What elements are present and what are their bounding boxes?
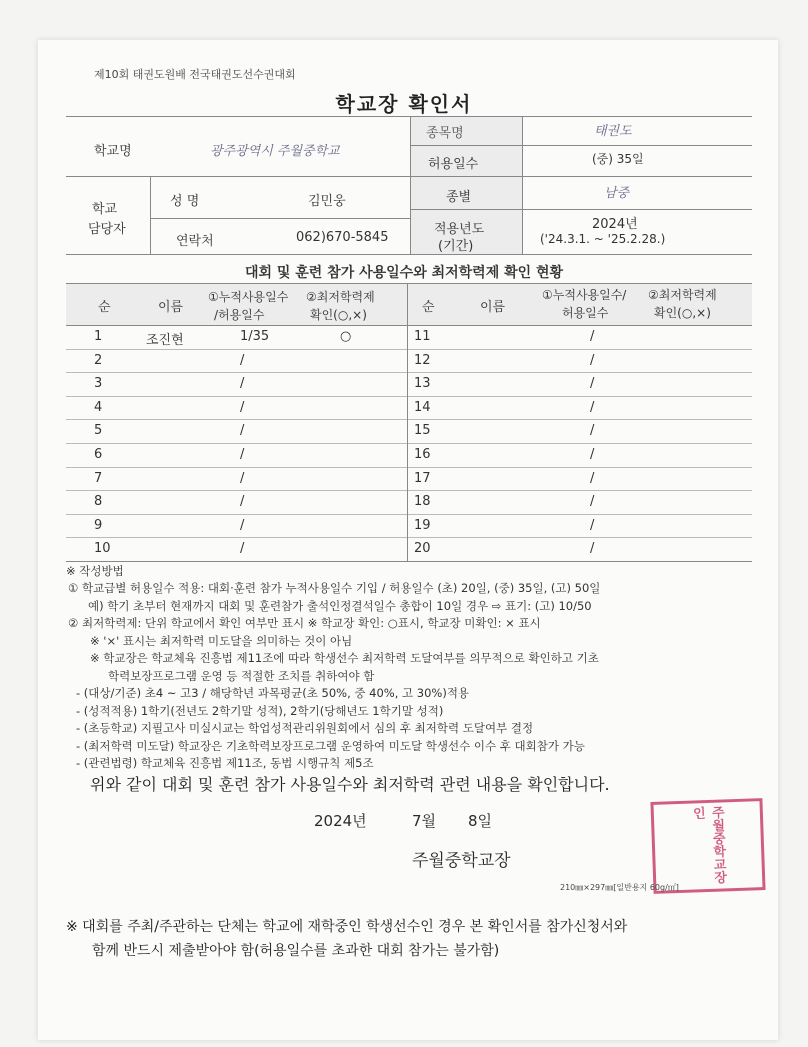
row-divider — [66, 372, 752, 373]
note-line: 예) 학기 초부터 현재까지 대회 및 훈련참가 출석인정결석일수 총합이 10일 경우 ⇨ 표기: (고) 10/50 — [88, 598, 592, 613]
header-grade-2: 확인(○,×) — [310, 308, 367, 322]
header-grade-1: ②최저학력제 — [306, 290, 375, 304]
row-days-right: / — [590, 541, 595, 557]
note-line: ① 학교급별 허용일수 적용: 대회·훈련 참가 누적사용일수 기입 / 허용일수 (초) 20일, (중) 35일, (고) 50일 — [68, 581, 601, 595]
header-no-right: 순 — [422, 300, 435, 315]
row-days-right: / — [590, 352, 595, 368]
note-line: - (성적적용) 1학기(전년도 2학기말 성적), 2학기(당해년도 1학기말 성적) — [76, 703, 444, 718]
row-days: / — [240, 470, 245, 486]
row-no-right: 11 — [414, 329, 431, 344]
allowed-days-label: 허용일수 — [428, 157, 479, 172]
row-grade: ○ — [340, 329, 352, 344]
manager-label-2: 담당자 — [88, 222, 126, 237]
row-divider — [66, 490, 752, 491]
row-no: 10 — [94, 541, 111, 557]
note-line: - (최저학력 미도달) 학교장은 기초학력보장프로그램 운영하여 미도달 학생선수 이수 후 대회참가 가능 — [76, 738, 585, 753]
row-days: / — [240, 352, 245, 368]
event-label: 종목명 — [426, 126, 464, 141]
gender-value: 남중 — [604, 186, 630, 201]
year-value-1: 2024년 — [592, 217, 638, 232]
row-no-right: 20 — [414, 541, 431, 557]
row-days-right: / — [590, 399, 595, 415]
name-label: 성 명 — [170, 194, 200, 209]
row-no-right: 12 — [414, 352, 431, 368]
row-days-right: / — [590, 329, 595, 344]
year-label-1: 적용년도 — [434, 222, 485, 237]
school-label: 학교명 — [94, 144, 132, 159]
row-divider — [66, 349, 752, 350]
date-month: 7월 — [412, 812, 437, 830]
row-no-right: 19 — [414, 517, 431, 533]
row-days: / — [240, 494, 245, 510]
row-no-right: 13 — [414, 376, 431, 392]
row-no: 3 — [94, 376, 103, 392]
gender-label: 종별 — [446, 190, 472, 205]
row-divider — [66, 467, 752, 468]
row-days: / — [240, 447, 245, 462]
seal-text: 주월중학교장인 — [689, 805, 727, 884]
note-line: - (대상/기준) 초4 ~ 고3 / 해당학년 과목평균(초 50%, 중 40%, 고 30%)적용 — [76, 686, 470, 700]
manager-label-1: 학교 — [92, 202, 118, 217]
header-grade-right-2: 확인(○,×) — [654, 306, 711, 320]
row-no-right: 16 — [414, 447, 431, 462]
row-no-right: 17 — [414, 470, 431, 486]
row-divider — [66, 396, 752, 397]
row-no: 7 — [94, 470, 103, 486]
row-no: 2 — [94, 352, 103, 368]
row-days: / — [240, 376, 245, 392]
year-value-2: ('24.3.1. ~ '25.2.28.) — [540, 232, 666, 246]
footer-line-1: ※ 대회를 주최/주관하는 단체는 학교에 재학중인 학생선수인 경우 본 확인서를 참가신청서와 — [66, 919, 628, 935]
row-days: / — [240, 399, 245, 415]
row-days-right: / — [590, 494, 595, 510]
school-value: 광주광역시 주월중학교 — [210, 144, 340, 159]
note-line: - (초등학교) 지필고사 미실시교는 학업성적관리위원회에서 심의 후 최저학력 도달여부 결정 — [76, 721, 534, 735]
header-days-1: ①누적사용일수 — [208, 290, 289, 304]
event-value: 태권도 — [594, 124, 632, 139]
principal-name: 주월중학교장 — [412, 851, 511, 871]
row-no: 1 — [94, 329, 103, 344]
name-value: 김민웅 — [308, 194, 346, 209]
row-no: 9 — [94, 517, 103, 533]
row-days: / — [240, 423, 245, 439]
header-name: 이름 — [158, 300, 184, 315]
official-seal — [650, 798, 765, 894]
document-title: 학교장 확인서 — [335, 92, 473, 116]
row-no: 4 — [94, 399, 103, 415]
note-line: ※ '×' 표시는 최저학력 미도달을 의미하는 것이 아님 — [90, 633, 353, 648]
header-days-right-1: ①누적사용일수/ — [542, 288, 627, 302]
allowed-days-value: (중) 35일 — [592, 152, 644, 166]
date-day: 8일 — [468, 812, 493, 830]
row-days-right: / — [590, 423, 595, 439]
row-no-right: 18 — [414, 494, 431, 510]
note-line: - (관련법령) 학교체육 진흥법 제11조, 동법 시행규칙 제5조 — [76, 756, 374, 770]
header-name-right: 이름 — [480, 300, 506, 315]
note-line: 학력보장프로그램 운영 등 적절한 조치를 취하여야 함 — [108, 668, 375, 683]
notes-heading: ※ 작성방법 — [66, 564, 124, 578]
row-name: 조진현 — [146, 333, 184, 348]
header-days-2: /허용일수 — [214, 308, 265, 322]
header-no: 순 — [98, 300, 111, 315]
contact-label: 연락처 — [176, 234, 214, 249]
row-days: / — [240, 517, 245, 533]
row-days-right: / — [590, 470, 595, 486]
row-no-right: 15 — [414, 423, 431, 439]
row-no: 5 — [94, 423, 103, 439]
header-grade-right-1: ②최저학력제 — [648, 288, 717, 302]
row-divider — [66, 419, 752, 420]
row-days-right: / — [590, 376, 595, 392]
row-divider — [66, 443, 752, 444]
confirmation-statement: 위와 같이 대회 및 훈련 참가 사용일수와 최저학력 관련 내용을 확인합니다. — [90, 775, 610, 794]
row-no: 8 — [94, 494, 103, 510]
row-days-right: / — [590, 447, 595, 462]
row-days-right: / — [590, 517, 595, 533]
row-divider — [66, 537, 752, 538]
row-divider — [66, 514, 752, 515]
paper-size-note: 210㎜×297㎜[일반용지 60g/㎡] — [560, 883, 679, 892]
note-line: ② 최저학력제: 단위 학교에서 확인 여부만 표시 ※ 학교장 확인: ○표시, 학교장 미확인: × 표시 — [68, 616, 541, 630]
note-line: ※ 학교장은 학교체육 진흥법 제11조에 따라 학생선수 최저학력 도달여부를 의무적으로 확인하고 기초 — [90, 651, 599, 665]
row-no: 6 — [94, 447, 103, 462]
contact-value: 062)670-5845 — [296, 230, 389, 245]
row-days: 1/35 — [240, 329, 270, 344]
row-days: / — [240, 541, 245, 557]
year-label-2: (기간) — [438, 239, 474, 254]
date-year: 2024년 — [314, 812, 367, 830]
section-title: 대회 및 훈련 참가 사용일수와 최저학력제 확인 현황 — [244, 265, 564, 281]
row-no-right: 14 — [414, 399, 431, 415]
event-name: 제10회 태권도원배 전국태권도선수권대회 — [94, 68, 296, 81]
footer-line-2: 함께 반드시 제출받아야 함(허용일수를 초과한 대회 참가는 불가함) — [92, 943, 500, 959]
header-days-right-2: 허용일수 — [562, 306, 609, 320]
